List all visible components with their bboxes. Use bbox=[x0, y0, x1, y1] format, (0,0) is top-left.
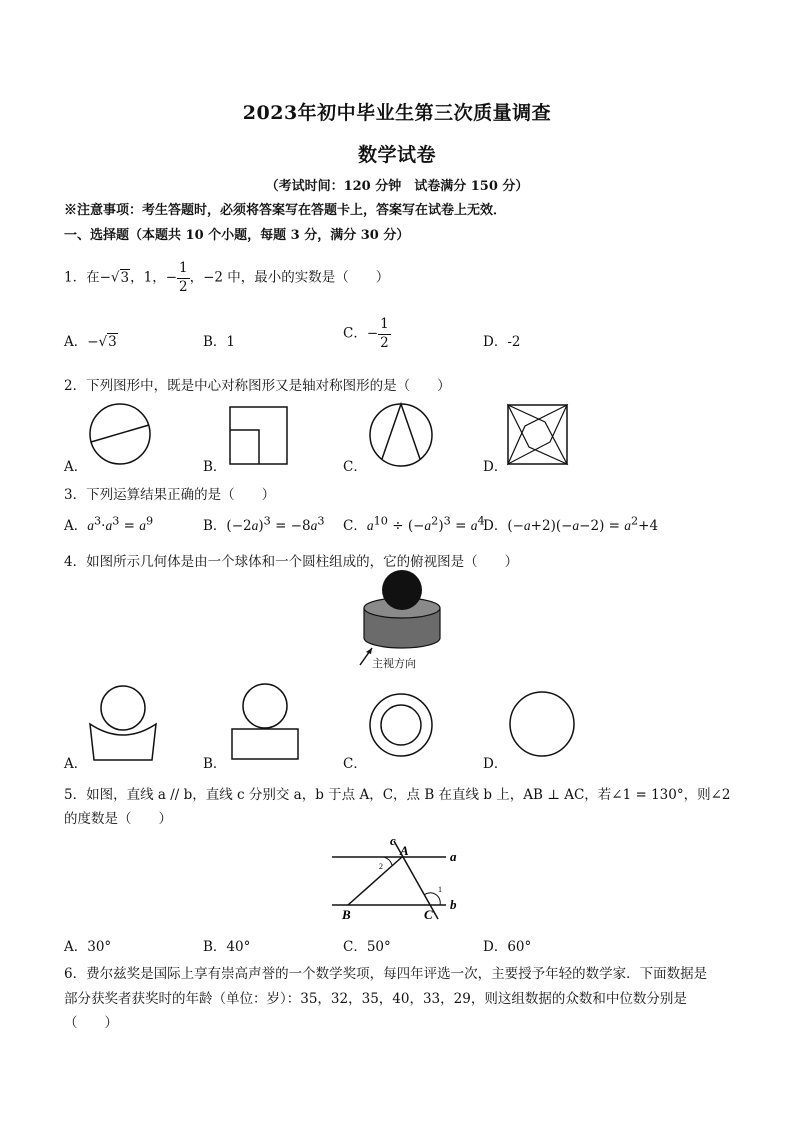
question-4-option-a[interactable]: A． bbox=[64, 756, 88, 772]
label-angle-1: 1 bbox=[438, 885, 442, 894]
label-a: a bbox=[450, 849, 457, 864]
question-6-stem-line3: （ ） bbox=[64, 1015, 118, 1031]
label-c: c bbox=[390, 833, 396, 848]
question-5-option-d[interactable]: D．60° bbox=[483, 939, 532, 955]
question-1-option-d[interactable]: D．-2 bbox=[483, 334, 521, 350]
label-A: A bbox=[400, 843, 409, 858]
section-heading: 一、选择题（本题共 10 个小题，每题 3 分，满分 30 分） bbox=[64, 228, 410, 243]
question-1-stem: 1．在−√3，1，− $\frac{1}{2}$ ，−2 中，最小的实数是（ ） bbox=[64, 260, 390, 295]
question-5-option-a[interactable]: A．30° bbox=[64, 939, 112, 955]
question-3-option-c[interactable]: C．$a^{10} \div (-a^2)^3 = a^4$ bbox=[343, 514, 485, 534]
question-2-stem: 2．下列图形中，既是中心对称图形又是轴对称图形的是（ ） bbox=[64, 378, 451, 394]
question-1-text-sep: ，1， bbox=[130, 269, 166, 286]
question-1-option-b[interactable]: B．1 bbox=[203, 334, 236, 350]
page-subtitle: 数学试卷 bbox=[357, 144, 436, 166]
question-2-figure-c bbox=[368, 402, 434, 468]
question-5-option-c[interactable]: C．50° bbox=[343, 939, 391, 955]
question-2-option-b[interactable]: B． bbox=[203, 459, 227, 475]
question-1-sqrt: 3 bbox=[120, 269, 130, 286]
label-angle-2: 2 bbox=[379, 862, 383, 871]
question-2-figure-d bbox=[507, 404, 569, 466]
question-2-figure-a bbox=[88, 402, 152, 466]
question-4-stem: 4．如图所示几何体是由一个球体和一个圆柱组成的，它的俯视图是（ ） bbox=[64, 554, 519, 570]
question-5-stem-line1: 5．如图，直线 a // b，直线 c 分别交 a，b 于点 A，C，点 B 在直线 b 上，AB ⊥ AC，若∠1 = 130°，则∠2 bbox=[64, 787, 731, 803]
question-4-option-b[interactable]: B． bbox=[203, 756, 227, 772]
question-1-number: 1． bbox=[64, 269, 87, 286]
question-1-option-c[interactable]: C．− $\frac{1}{2}$ bbox=[343, 316, 389, 351]
question-1-option-a[interactable]: A．−√3 bbox=[64, 334, 117, 350]
question-2-option-a[interactable]: A． bbox=[64, 459, 88, 475]
question-4-option-d-figure bbox=[508, 690, 576, 758]
question-5-figure bbox=[328, 835, 468, 925]
question-4-option-c[interactable]: C． bbox=[343, 756, 367, 772]
label-B: B bbox=[342, 907, 351, 922]
question-3-option-b[interactable]: B．$(-2a)^3 = -8a^3$ bbox=[203, 514, 325, 534]
label-b: b bbox=[450, 897, 457, 912]
question-2-option-d[interactable]: D． bbox=[483, 459, 508, 475]
question-6-stem-line1: 6．费尔兹奖是国际上享有崇高声誉的一个数学奖项，每四年评选一次，主要授予年轻的数学家．下面数据是 bbox=[64, 966, 708, 982]
question-3-stem: 3．下列运算结果正确的是（ ） bbox=[64, 487, 276, 503]
question-1-text-post: ，−2 中，最小的实数是（ ） bbox=[189, 269, 390, 286]
question-3-option-d[interactable]: D．$(-a+2)(-a-2) = a^2+4$ bbox=[483, 514, 659, 534]
page-title: 2023年初中毕业生第三次质量调查 bbox=[242, 102, 552, 124]
question-4-option-d[interactable]: D． bbox=[483, 756, 508, 772]
question-5-option-b[interactable]: B．40° bbox=[203, 939, 251, 955]
question-1-text-pre: 在 bbox=[86, 269, 100, 286]
question-2-figure-b bbox=[229, 406, 289, 466]
question-2-option-c[interactable]: C． bbox=[343, 459, 367, 475]
question-5-stem-line2: 的度数是（ ） bbox=[64, 811, 172, 827]
question-6-stem-line2: 部分获奖者获奖时的年龄（单位：岁）：35，32，35，40，33，29，则这组数据的众数和中位数分别是 bbox=[64, 991, 687, 1007]
label-C: C bbox=[424, 907, 433, 922]
question-1-fraction: $\frac{1}{2}$ bbox=[179, 260, 188, 295]
direction-label: 主视方向 bbox=[372, 657, 416, 670]
question-4-option-a-figure bbox=[88, 686, 158, 766]
question-3-option-a[interactable]: A．$a^3\cdot a^3 = a^9$ bbox=[64, 514, 154, 534]
question-4-option-c-figure bbox=[368, 692, 434, 758]
exam-notice: ※注意事项：考生答题时，必须将答案写在答题卡上，答案写在试卷上无效． bbox=[64, 203, 507, 218]
exam-info: （考试时间：120 分钟 试卷满分 150 分） bbox=[265, 179, 529, 194]
question-4-option-b-figure bbox=[230, 683, 300, 763]
